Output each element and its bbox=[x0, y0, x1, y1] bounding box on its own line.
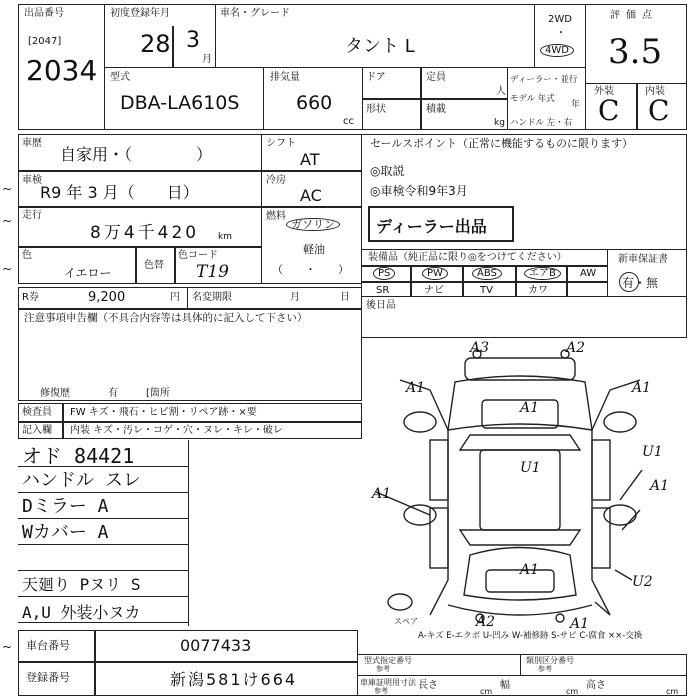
history-value: 自家用・（ ） bbox=[60, 145, 213, 164]
capacity-unit: 人 bbox=[496, 86, 506, 97]
width-label: 幅 bbox=[500, 680, 510, 691]
rear-seat-label: 後日品 bbox=[366, 300, 396, 311]
mileage-value: 8万4千420 bbox=[90, 223, 200, 243]
car-number: 0077433 bbox=[180, 636, 252, 655]
first-reg-label: 初度登録年月 bbox=[110, 8, 170, 19]
model-name-label: 車名・グレード bbox=[220, 8, 290, 19]
length-label: 長さ bbox=[418, 680, 438, 691]
mileage-label: 走行 bbox=[22, 210, 42, 221]
transfer-day: 日 bbox=[340, 292, 350, 303]
cert-sub: 参考 bbox=[374, 687, 388, 695]
score-label: 評価点 bbox=[610, 10, 658, 21]
dealer-label: ディーラー・並行 bbox=[510, 75, 578, 85]
note-roof: 天廻り Pヌリ S bbox=[22, 575, 141, 594]
fuel-blank: （ ・ ） bbox=[272, 263, 349, 276]
car-diagram bbox=[370, 340, 690, 630]
door-label: ドア bbox=[366, 72, 386, 83]
fuel-selected: ガソリン bbox=[286, 218, 340, 231]
repair-value: 有 bbox=[108, 388, 118, 399]
car-number-label: 車台番号 bbox=[26, 639, 70, 652]
capacity-label: 定員 bbox=[426, 72, 446, 83]
color-code-value: T19 bbox=[196, 262, 229, 282]
equip-ps: PS bbox=[373, 267, 395, 280]
equip-airbag: エアB bbox=[524, 267, 561, 280]
dealer-stamp-text: ディーラー出品 bbox=[376, 217, 487, 236]
drive-2wd: 2WD bbox=[548, 14, 572, 25]
registration-label: 登録番号 bbox=[26, 671, 70, 684]
mark-u1-right: U1 bbox=[642, 444, 663, 460]
mark-a1-tr: A1 bbox=[632, 380, 652, 396]
first-reg-year: 28 bbox=[140, 30, 171, 58]
mark-a1-left: A1 bbox=[372, 486, 392, 502]
month-unit: 月 bbox=[202, 54, 212, 65]
exterior-label: 外装 bbox=[594, 86, 614, 97]
height-label: 高さ bbox=[586, 680, 606, 691]
equipment-title: 装備品（純正品に限り◎をつけてください） bbox=[368, 252, 567, 263]
color-label: 色 bbox=[22, 250, 32, 261]
inspection-value: R9 年 3 月（ 日） bbox=[40, 183, 199, 202]
modify-label: 型式指定番号 bbox=[364, 656, 412, 665]
load-label: 積載 bbox=[426, 104, 446, 115]
color-value: イエロー bbox=[64, 266, 112, 280]
length-unit: cm bbox=[480, 687, 493, 696]
model-name: タント L bbox=[345, 36, 415, 57]
margin-mark: ~ bbox=[2, 182, 13, 196]
lot-label: 出品番号 bbox=[24, 8, 64, 19]
mark-a1-bottom: A1 bbox=[570, 616, 590, 630]
repair-place: [箇所 bbox=[146, 388, 170, 399]
mark-u1-roof: U1 bbox=[520, 460, 541, 476]
displacement-value: 660 bbox=[296, 92, 333, 114]
warranty-label: 新車保証書 bbox=[618, 254, 668, 265]
mark-a3: A3 bbox=[470, 340, 490, 356]
drive-dots: ・ bbox=[556, 28, 566, 39]
entry-label: 記入欄 bbox=[22, 425, 52, 436]
recycle-label: R券 bbox=[22, 292, 39, 303]
type-label: 型式 bbox=[110, 72, 130, 83]
equip-leather: カワ bbox=[528, 285, 548, 296]
mark-a1-right: A1 bbox=[650, 478, 670, 494]
mileage-unit: km bbox=[218, 232, 232, 242]
lot-number: 2034 bbox=[26, 54, 98, 87]
width-unit: cm bbox=[566, 687, 579, 696]
handle-label: ハンドル 左・右 bbox=[510, 118, 573, 128]
equip-tv: TV bbox=[480, 285, 493, 296]
margin-mark: ~ bbox=[2, 640, 13, 654]
height-unit: cm bbox=[666, 687, 679, 696]
equip-aw: AW bbox=[580, 268, 597, 279]
equip-navi: ナビ bbox=[424, 285, 444, 296]
note-mirror: Dミラー A bbox=[22, 496, 109, 517]
margin-mark: ~ bbox=[2, 214, 13, 228]
recycle-unit: 円 bbox=[170, 292, 180, 303]
shift-label: シフト bbox=[266, 138, 296, 149]
color-sub-label: 色替 bbox=[144, 260, 164, 271]
cert-label: 車庫証明用寸法 bbox=[360, 678, 416, 687]
notes-title: 注意事項申告欄（不具合内容等は具体的に記入して下さい） bbox=[24, 312, 308, 324]
history-label: 車歴 bbox=[22, 138, 42, 149]
load-unit: kg bbox=[494, 118, 505, 128]
inspector-label: 検査員 bbox=[22, 407, 52, 418]
warranty-value: 有・無 bbox=[622, 276, 659, 290]
mark-a1-rear: A1 bbox=[520, 562, 540, 578]
entry-codes: 内装 キズ・汚レ・コゲ・穴・ヌレ・キレ・破レ bbox=[70, 425, 283, 436]
exterior-grade: C bbox=[598, 94, 620, 127]
score-value: 3.5 bbox=[608, 32, 663, 72]
note-handle: ハンドル スレ bbox=[22, 470, 141, 491]
class-sub: 参考 bbox=[538, 665, 552, 673]
recycle-value: 9,200 bbox=[88, 290, 126, 305]
shift-value: AT bbox=[300, 150, 320, 169]
modify-sub: 参考 bbox=[376, 665, 390, 673]
margin-mark: ~ bbox=[2, 262, 13, 276]
fuel-other: 軽油 bbox=[303, 243, 325, 256]
spare-label: スペア bbox=[394, 617, 418, 626]
repair-label: 修復歴 bbox=[40, 388, 70, 399]
equip-pw: PW bbox=[422, 267, 448, 280]
note-cover: Wカバー A bbox=[22, 522, 109, 543]
mark-a1-tl: A1 bbox=[406, 380, 426, 396]
mark-a2-top: A2 bbox=[566, 340, 586, 356]
equip-sr: SR bbox=[376, 285, 390, 296]
registration: 新潟581け664 bbox=[170, 670, 298, 689]
rear-box bbox=[361, 296, 687, 338]
shape-label: 形状 bbox=[366, 104, 386, 115]
fuel-label: 燃料 bbox=[266, 211, 286, 222]
ac-label: 冷房 bbox=[266, 175, 286, 186]
warranty-circle bbox=[619, 272, 639, 292]
model-year-label: モデル 年式 bbox=[510, 94, 555, 104]
interior-label: 内装 bbox=[645, 86, 665, 97]
sales-point-2: ◎車検令和9年3月 bbox=[370, 184, 468, 198]
mark-a2-bottom: A2 bbox=[476, 614, 496, 630]
displacement-label: 排気量 bbox=[270, 72, 300, 83]
displacement-unit: cc bbox=[343, 116, 354, 127]
note-exterior: A,U 外装小ヌカ bbox=[22, 603, 141, 622]
sales-point-1: ◎取説 bbox=[370, 164, 405, 178]
inspection-label: 車検 bbox=[22, 175, 42, 186]
equip-abs: ABS bbox=[472, 267, 502, 280]
first-reg-month: 3 bbox=[186, 28, 200, 53]
ac-value: AC bbox=[300, 186, 322, 205]
type-value: DBA-LA610S bbox=[120, 92, 240, 114]
inspector-codes: FW キズ・飛石・ヒビ割・リペア跡・×要 bbox=[70, 407, 257, 418]
color-code-label: 色コード bbox=[178, 250, 218, 261]
sales-points-title: セールスポイント（正常に機能するものに限ります） bbox=[370, 137, 634, 150]
interior-grade: C bbox=[648, 94, 670, 127]
damage-legend: A-キズ E-エクボ U-凹み W-補修跡 S-サビ C-腐食 ××-交換 bbox=[418, 631, 643, 641]
model-year-unit: 年 bbox=[571, 100, 581, 110]
class-label: 類別区分番号 bbox=[526, 656, 574, 665]
transfer-label: 名変期限 bbox=[192, 292, 232, 303]
mark-u2: U2 bbox=[632, 574, 653, 590]
mark-a1-roof: A1 bbox=[520, 400, 540, 416]
drive-4wd: 4WD bbox=[540, 44, 574, 57]
note-odometer: オド 84421 bbox=[22, 444, 135, 468]
transfer-month: 月 bbox=[290, 292, 300, 303]
lot-sub: [2047] bbox=[28, 36, 62, 47]
